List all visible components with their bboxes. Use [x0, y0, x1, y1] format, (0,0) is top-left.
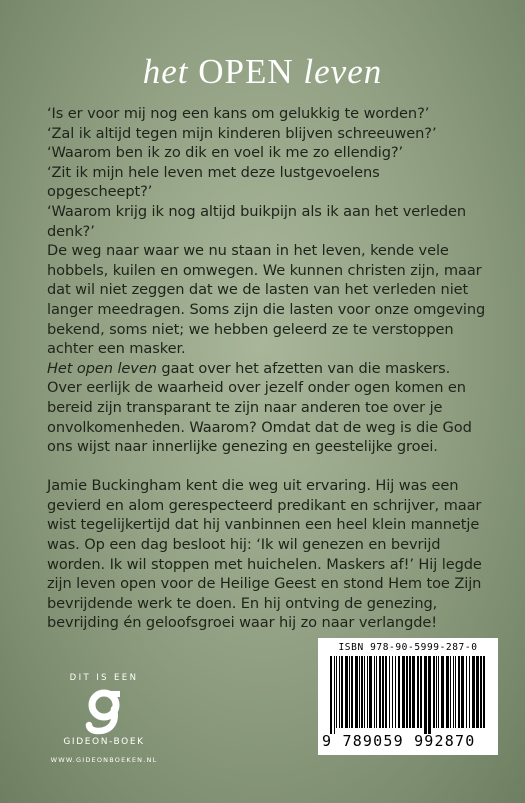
barcode-bar: [441, 656, 444, 728]
barcode-bar: [450, 656, 451, 728]
barcode-bar: [351, 656, 353, 728]
blurb: [47, 104, 487, 633]
barcode-bar: [453, 656, 454, 728]
barcode-bar: [417, 656, 419, 728]
paragraph-gap: [47, 457, 487, 477]
barcode-bar: [446, 656, 449, 728]
blurb-paragraph-masks: [47, 359, 487, 457]
barcode-bar: [389, 656, 390, 728]
barcode-bar: [409, 656, 411, 728]
barcode-bar: [428, 656, 431, 734]
barcode-bar: [364, 656, 365, 728]
barcode-bar: [376, 656, 377, 728]
blurb-paragraph-intro: De weg naar waar we nu staan in het leven, kende vele hobbels, kuilen en omwegen. We kunnen christen zijn, maar dat wil niet zeggen dat we de lasten van het verleden niet langer meedragen. Soms zijn die lasten voor onze omgeving bekend, soms niet; we hebben geleerd ze te verstoppen achter een masker.: [47, 242, 486, 358]
title-word-het: het: [142, 52, 189, 91]
blurb-paragraph-masks-text: gaat over het afzetten van die maskers. Over eerlijk de waarheid over jezelf onder ogen komen en bereid zijn transparant te zijn naar anderen toe over je onvolkomenheden. Waarom? Omdat dat de weg is die God ons wijst naar innerlijke genezing en geestelijke groei.: [47, 359, 472, 456]
barcode-bar: [455, 656, 456, 728]
barcode-bar: [466, 656, 467, 728]
barcode-bar: [483, 656, 485, 728]
barcode-bar: [469, 656, 470, 728]
barcode-bar: [355, 656, 358, 728]
barcode-bar: [438, 656, 439, 728]
blurb-paragraph-author: Jamie Buckingham kent die weg uit ervaring. Hij was een gevierd en alom gerespecteerd predikant en schrijver, maar wist tegelijkertijd dat hij vanbinnen een heel klein mannetje was. Op een dag besloot hij: ‘Ik wil genezen en bevrijd worden. Ik wil stoppen met huichelen. Maskers af!’ Hij legde zijn leven open voor de Heilige Geest en stond Hem toe Zijn bevrijdende werk te doen. En hij ontving de genezing, bevrijding én geloofsgroei waar hij zo naar verlangde!: [47, 477, 482, 632]
blurb-question: ‘Is er voor mij nog een kans om gelukkig te worden?’: [47, 105, 430, 122]
barcode-bar: [382, 656, 384, 728]
barcode-bar: [436, 656, 437, 728]
barcode-bar: [461, 656, 464, 728]
blurb-question: ‘Waarom krijg ik nog altijd buikpijn als ik aan het verleden denk?’: [47, 202, 467, 240]
title-word-leven: leven: [303, 52, 383, 91]
isbn-label: ISBN 978-90-5999-287-0: [338, 642, 478, 653]
barcode-bar: [412, 656, 415, 728]
publisher-url: WWW.GIDEONBOEKEN.NL: [50, 756, 158, 764]
isbn-barcode: [318, 638, 498, 755]
publisher-tagline: DIT IS EEN: [69, 673, 139, 683]
blurb-question: ‘Waarom ben ik zo dik en voel ik me zo ellendig?’: [47, 144, 404, 162]
barcode-bar: [359, 656, 360, 728]
barcode-bar: [406, 656, 408, 728]
blurb-question: ‘Zit ik mijn hele leven met deze lustgevoelens opgescheept?’: [47, 163, 380, 201]
barcode-bar: [420, 656, 422, 728]
barcode-bar: [385, 656, 387, 728]
barcode-bar: [369, 656, 372, 728]
barcode-bar: [392, 656, 393, 728]
barcode-bar: [424, 656, 427, 734]
barcode-bar: [334, 656, 335, 734]
barcode-bar: [341, 656, 343, 728]
barcode-bar: [345, 656, 348, 728]
barcode-bar: [433, 656, 435, 728]
barcode-bar: [330, 656, 332, 734]
barcode-bar: [361, 656, 363, 728]
barcode-bar: [374, 656, 375, 728]
title-word-open: OPEN: [198, 52, 294, 91]
book-title: [0, 52, 525, 92]
barcode-bar: [402, 656, 405, 728]
barcode-bar: [336, 656, 337, 728]
barcode-bar: [480, 656, 482, 728]
blurb-question: ‘Zal ik altijd tegen mijn kinderen blijven schreeuwen?’: [47, 124, 437, 142]
barcode-bar: [458, 656, 460, 728]
gideon-g-logo-icon: [84, 689, 124, 735]
barcode-bars: [328, 656, 488, 734]
barcode-bar: [472, 656, 475, 728]
book-title-inline: Het open leven: [47, 359, 157, 377]
barcode-digits: 9 789059 992870: [322, 732, 476, 750]
barcode-bar: [395, 656, 396, 728]
barcode-bar: [367, 656, 368, 728]
barcode-bar: [379, 656, 381, 728]
barcode-bar: [398, 656, 400, 728]
publisher-name: GIDEON-BOEK: [63, 737, 145, 747]
barcode-bar: [476, 656, 479, 728]
barcode-bar: [339, 656, 340, 728]
barcode-bar: [349, 656, 350, 728]
publisher-block: [44, 673, 164, 764]
